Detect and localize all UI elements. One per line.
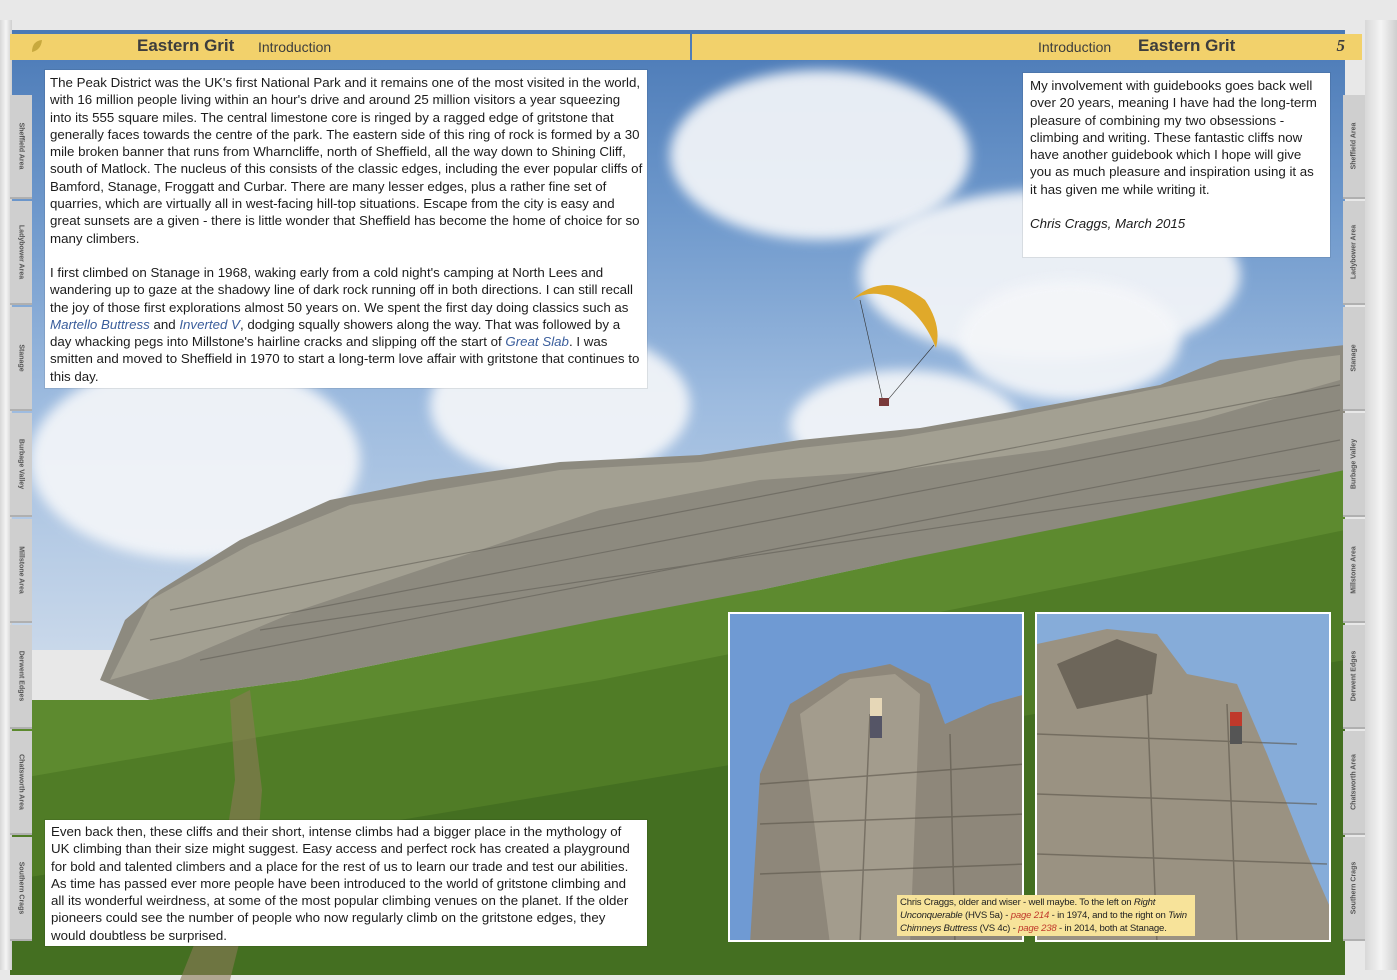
side-tab-left[interactable]: Stanage — [10, 307, 32, 411]
header-title-left: Eastern Grit — [137, 36, 235, 55]
page-reference[interactable]: page 238 — [1018, 923, 1057, 934]
route-link[interactable]: Great Slab — [505, 334, 569, 350]
header-section-right: Introduction — [1038, 39, 1112, 55]
intro-text-box — [45, 70, 647, 388]
side-tab-right[interactable]: Ladybower Area — [1343, 201, 1365, 305]
side-tab-left[interactable]: Southern Crags — [10, 837, 32, 941]
page-number: 5 — [1336, 36, 1345, 55]
intro-paragraph-1: The Peak District was the UK's first National Park and it remains one of the most visited in the world, with 16 million people living within an hour's drive and around 25 million visitors a year squeezing into its 555 square miles. The central limestone core is ringed by a ragged edge of gritstone that generally faces towards the centre of the park. The eastern side of this ring of rock is formed by a 30 mile broken banner that runs from Wharncliffe, north of Sheffield, all the way down to Shining Cliff, south of Matlock. The nucleus of this consists of the classic edges, including the ever popular cliffs of Bamford, Stanage, Froggatt and Curbar. There are many lesser edges, plus a rather fine set of quarries, which are virtually all in west-facing hill-top situations. Escape from the city is easy and great sunsets are a given - there is little wonder that Sheffield has become the home of choice for so many climbers. — [50, 75, 643, 246]
side-tabs-left — [10, 95, 32, 955]
side-tab-right[interactable]: Millstone Area — [1343, 519, 1365, 623]
climber — [870, 698, 882, 716]
side-tab-left[interactable]: Ladybower Area — [10, 201, 32, 305]
header-bar-right — [692, 34, 1362, 60]
leaf-icon — [30, 38, 44, 54]
side-tab-right[interactable]: Southern Crags — [1343, 837, 1365, 941]
header-section-left: Introduction — [258, 39, 332, 55]
inset-photo-1974 — [728, 612, 1024, 942]
side-tab-left[interactable]: Millstone Area — [10, 519, 32, 623]
side-tab-left[interactable]: Derwent Edges — [10, 625, 32, 729]
paraglider-pilot — [879, 398, 889, 406]
side-tab-right[interactable]: Stanage — [1343, 307, 1365, 411]
foreword-signature: Chris Craggs, March 2015 — [1030, 216, 1186, 232]
route-link[interactable]: Inverted V — [179, 316, 240, 332]
closing-paragraph: Even back then, these cliffs and their short, intense climbs had a bigger place in the mythology of UK climbing than their size might suggest. Easy access and perfect rock has created a playground for bold and talented climbers and a place for the rest of us to learn our trade and test our abilities. As time has passed ever more people have been introduced to the world of gritstone climbing and all its wonderful weirdness, at some of the most popular climbing venues on the planet. If the older pioneers could see the number of people who now regularly climb on the gritstone edges, they would doubtless be surprised. — [51, 824, 630, 943]
side-tab-left[interactable]: Burbage Valley — [10, 413, 32, 517]
foreword-text: My involvement with guidebooks goes back well over 20 years, meaning I have had the long-term pleasure of combining my two obsessions - climbing and writing. These fantastic cliffs now have another guidebook which I hope will give you as much pleasure and inspiration using it as it has given me while writing it. — [1030, 78, 1317, 197]
header-title-right: Eastern Grit — [1138, 36, 1236, 55]
closing-text-box — [45, 820, 647, 946]
side-tab-right[interactable]: Chatsworth Area — [1343, 731, 1365, 835]
side-tab-right[interactable]: Sheffield Area — [1343, 95, 1365, 199]
inset-photo-2014 — [1035, 612, 1331, 942]
page-reference[interactable]: page 214 — [1010, 910, 1050, 921]
route-link[interactable]: Martello Buttress — [50, 316, 150, 332]
climber — [1230, 712, 1242, 726]
side-tab-left[interactable]: Sheffield Area — [10, 95, 32, 199]
side-tabs-right — [1343, 95, 1365, 955]
foreword-box — [1023, 73, 1330, 257]
header-bar-left — [10, 34, 690, 60]
paraglider-wing — [852, 285, 938, 348]
side-tab-right[interactable]: Derwent Edges — [1343, 625, 1365, 729]
side-tab-left[interactable]: Chatsworth Area — [10, 731, 32, 835]
photo-caption: Chris Craggs, older and wiser - well maybe. To the left on Right Unconquerable (HVS 5a) - page 214 - in 1974, and to the right on Twin Chimneys Buttress (VS 4c) - page 238 - in 2014, both at Stanage. — [897, 895, 1195, 936]
side-tab-right[interactable]: Burbage Valley — [1343, 413, 1365, 517]
intro-paragraph-2: I first climbed on Stanage in 1968, waking early from a cold night's camping at North Lees and wandering up to gaze at the shadowy line of dark rock running off in both directions. I can still recall the joy of those first explorations almost 50 years on. We spent the first day doing classics such as Martello Buttress and Inverted V, dodging squally showers along the way. That was followed by a day whacking pegs into Millstone's hairline cracks and slipping off the start of Great Slab. I was smitten and moved to Sheffield in 1970 to start a long-term love affair with gritstone that continues to this day. — [50, 264, 640, 384]
